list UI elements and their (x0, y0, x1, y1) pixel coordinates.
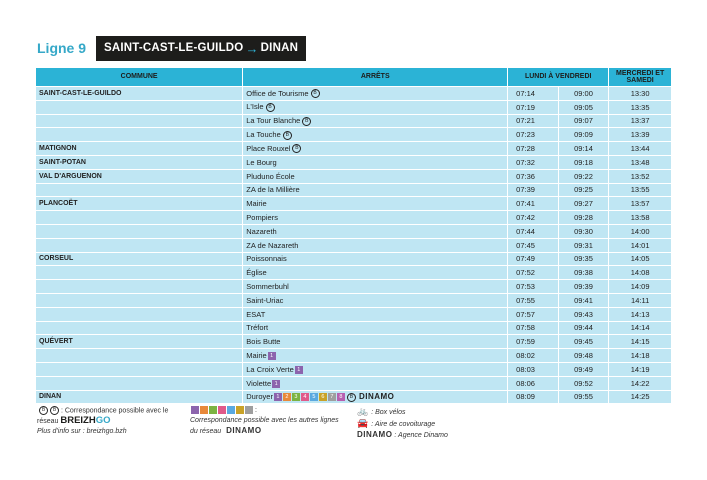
legend-agence: : Agence Dinamo (394, 432, 448, 439)
stop-name: Violette (246, 378, 272, 388)
legend-badges-text: Correspondance possible avec les autres lignes du réseau (190, 417, 339, 435)
cell-time: 07:55 (508, 293, 559, 307)
stop-name: Bois Butte (246, 337, 281, 347)
stop-name: Office de Tourisme (246, 88, 309, 98)
cell-time: 09:07 (558, 114, 609, 128)
cell-commune: MATIGNON (36, 142, 243, 156)
line-badges (190, 407, 253, 414)
cell-time: 13:58 (609, 211, 672, 225)
table-row (36, 293, 672, 307)
cell-time: 09:35 (558, 252, 609, 266)
cell-time: 14:14 (609, 321, 672, 335)
cell-arret (243, 376, 508, 390)
cell-commune: SAINT-CAST-LE-GUILDO (36, 87, 243, 101)
cell-time: 09:49 (558, 362, 609, 376)
header-commune: COMMUNE (36, 68, 243, 87)
cell-time: 08:09 (508, 390, 559, 404)
cell-time: 09:43 (558, 307, 609, 321)
table-row (36, 224, 672, 238)
stop-name: La Tour Blanche (246, 116, 301, 126)
cell-time: 07:49 (508, 252, 559, 266)
bike-box-icon: 🚲 (357, 406, 369, 416)
cell-arret (243, 114, 508, 128)
table-row (36, 238, 672, 252)
cell-time: 07:36 (508, 169, 559, 183)
stop-name: ESAT (246, 309, 266, 319)
cell-time: 09:30 (558, 224, 609, 238)
cell-commune (36, 376, 243, 390)
breizhgo-logo (60, 415, 110, 426)
cell-arret (243, 362, 508, 376)
stop-name: Pompiers (246, 213, 278, 223)
line-badge: 3 (292, 393, 300, 401)
cell-time: 09:27 (558, 197, 609, 211)
dinamo-logo: DINAMO (357, 430, 393, 439)
cell-time: 09:45 (558, 335, 609, 349)
cell-arret (243, 280, 508, 294)
table-header-row (36, 68, 672, 87)
cell-time: 07:19 (508, 100, 559, 114)
cell-time: 07:44 (508, 224, 559, 238)
breizh-word: BREIZH (60, 415, 96, 427)
stop-name: La Touche (246, 130, 281, 140)
cell-commune (36, 362, 243, 376)
cell-time: 07:59 (508, 335, 559, 349)
line-badge (200, 406, 208, 414)
cell-commune: PLANCOËT (36, 197, 243, 211)
line-badge: 1 (272, 380, 280, 388)
cell-time: 09:52 (558, 376, 609, 390)
correspondence-icon: B (39, 406, 48, 415)
cell-time: 08:06 (508, 376, 559, 390)
line-badge: 1 (274, 393, 282, 401)
line-badge (227, 406, 235, 414)
header-arrets: ARRÊTS (243, 68, 508, 87)
dinamo-logo: DINAMO (226, 426, 262, 435)
line-badge (236, 406, 244, 414)
cell-time: 09:39 (558, 280, 609, 294)
correspondence-icon: B (283, 131, 292, 140)
cell-commune: CORSEUL (36, 252, 243, 266)
legend-lines: : Correspondance possible avec les autres lignes du réseau DINAMO (190, 407, 339, 435)
cell-time: 14:00 (609, 224, 672, 238)
line-badge: 4 (301, 393, 309, 401)
cell-arret (243, 100, 508, 114)
cell-time: 13:39 (609, 128, 672, 142)
cell-time: 14:05 (609, 252, 672, 266)
table-row (36, 169, 672, 183)
cell-time: 09:05 (558, 100, 609, 114)
cell-time: 13:44 (609, 142, 672, 156)
line-badge: 2 (283, 393, 291, 401)
table-row (36, 321, 672, 335)
correspondence-icon: B (302, 117, 311, 126)
cell-time: 09:38 (558, 266, 609, 280)
table-row (36, 87, 672, 101)
stop-name: La Croix Verte (246, 364, 294, 374)
stop-name: Mairie (246, 351, 267, 361)
cell-arret (243, 197, 508, 211)
table-row (36, 266, 672, 280)
line-badge: 6 (319, 393, 327, 401)
table-row (36, 155, 672, 169)
cell-arret (243, 87, 508, 101)
cell-commune (36, 100, 243, 114)
cell-time: 09:41 (558, 293, 609, 307)
cell-arret (243, 335, 508, 349)
cell-commune (36, 224, 243, 238)
cell-time: 13:48 (609, 155, 672, 169)
cell-time: 13:57 (609, 197, 672, 211)
table-row (36, 211, 672, 225)
cell-time: 07:14 (508, 87, 559, 101)
stop-name: Place Rouxel (246, 143, 291, 153)
cell-time: 14:01 (609, 238, 672, 252)
cell-time: 07:42 (508, 211, 559, 225)
cell-time: 13:52 (609, 169, 672, 183)
cell-time: 07:45 (508, 238, 559, 252)
arrow-icon: → (245, 40, 259, 56)
legend-corr-text: : Correspondance possible avec le réseau (37, 407, 169, 426)
cell-time: 14:18 (609, 349, 672, 363)
cell-time: 07:39 (508, 183, 559, 197)
cell-time: 07:21 (508, 114, 559, 128)
route-banner (96, 36, 306, 61)
cell-time: 13:55 (609, 183, 672, 197)
stop-name: ZA de la Millière (246, 185, 300, 195)
correspondence-icon: B (266, 103, 275, 112)
cell-time: 09:28 (558, 211, 609, 225)
cell-commune (36, 266, 243, 280)
table-row (36, 390, 672, 404)
cell-time: 07:41 (508, 197, 559, 211)
cell-commune (36, 307, 243, 321)
line-badge: 7 (328, 393, 336, 401)
cell-time: 07:32 (508, 155, 559, 169)
stop-name: Saint-Uriac (246, 295, 284, 305)
line-badge: 1 (295, 366, 303, 374)
cell-time: 09:18 (558, 155, 609, 169)
destination-label: DINAN (260, 42, 299, 54)
header-lundi-vendredi: LUNDI À VENDREDI (508, 68, 609, 87)
dinamo-logo: DINAMO (358, 392, 395, 402)
correspondence-icon: B (311, 89, 320, 98)
cell-time: 09:22 (558, 169, 609, 183)
cell-commune: VAL D'ARGUENON (36, 169, 243, 183)
cell-time: 07:57 (508, 307, 559, 321)
cell-commune (36, 280, 243, 294)
table-row (36, 335, 672, 349)
table-row (36, 183, 672, 197)
table-row (36, 128, 672, 142)
line-badge (209, 406, 217, 414)
cell-commune: DINAN (36, 390, 243, 404)
cell-time: 09:48 (558, 349, 609, 363)
cell-time: 09:14 (558, 142, 609, 156)
cell-time: 14:22 (609, 376, 672, 390)
cell-time: 14:19 (609, 362, 672, 376)
correspondence-icon: B (347, 393, 356, 402)
stop-name: Pluduno École (246, 171, 295, 181)
stop-name: Le Bourg (246, 157, 277, 167)
stop-name: Tréfort (246, 323, 269, 333)
cell-arret (243, 128, 508, 142)
cell-time: 09:44 (558, 321, 609, 335)
table-row (36, 142, 672, 156)
cell-arret (243, 390, 508, 404)
carpool-icon: 🚘 (357, 418, 369, 428)
stop-name: Duroyer (246, 392, 273, 402)
cell-time: 14:25 (609, 390, 672, 404)
cell-commune (36, 211, 243, 225)
cell-arret (243, 183, 508, 197)
cell-arret (243, 142, 508, 156)
stop-name: ZA de Nazareth (246, 240, 299, 250)
legend-breizhgo (37, 406, 187, 437)
table-row (36, 252, 672, 266)
cell-arret (243, 252, 508, 266)
cell-time: 14:13 (609, 307, 672, 321)
cell-time: 07:23 (508, 128, 559, 142)
cell-time: 07:28 (508, 142, 559, 156)
cell-commune: SAINT-POTAN (36, 155, 243, 169)
cell-time: 09:09 (558, 128, 609, 142)
line-badge (218, 406, 226, 414)
table-row (36, 307, 672, 321)
legend-box-velos: : Box vélos (371, 409, 406, 416)
cell-time: 13:30 (609, 87, 672, 101)
cell-time: 09:00 (558, 87, 609, 101)
correspondence-icon: B (292, 144, 301, 153)
title-bar (37, 36, 306, 60)
cell-time: 14:08 (609, 266, 672, 280)
origin-label: SAINT-CAST-LE-GUILDO (104, 42, 244, 54)
line-label: Ligne 9 (37, 40, 87, 56)
table-row (36, 376, 672, 390)
table-row (36, 349, 672, 363)
timetable (35, 67, 672, 404)
stop-name: Église (246, 268, 267, 278)
cell-time: 08:02 (508, 349, 559, 363)
cell-commune: QUÉVERT (36, 335, 243, 349)
legend-services (357, 406, 537, 441)
cell-commune (36, 128, 243, 142)
line-badge (245, 406, 253, 414)
line-badge: 5 (310, 393, 318, 401)
stop-name: Poissonnais (246, 254, 287, 264)
cell-time: 07:58 (508, 321, 559, 335)
cell-time: 08:03 (508, 362, 559, 376)
line-badge (191, 406, 199, 414)
cell-arret (243, 224, 508, 238)
line-badge: 1 (268, 352, 276, 360)
stop-name: L'Isle (246, 102, 264, 112)
cell-commune (36, 321, 243, 335)
stop-name: Nazareth (246, 226, 277, 236)
cell-arret (243, 293, 508, 307)
cell-arret (243, 211, 508, 225)
cell-arret (243, 155, 508, 169)
cell-arret (243, 266, 508, 280)
cell-commune (36, 183, 243, 197)
cell-time: 13:35 (609, 100, 672, 114)
table-row (36, 114, 672, 128)
cell-arret (243, 321, 508, 335)
cell-commune (36, 114, 243, 128)
cell-commune (36, 293, 243, 307)
go-word: GO (95, 415, 111, 427)
cell-time: 09:25 (558, 183, 609, 197)
table-row (36, 100, 672, 114)
table-row (36, 280, 672, 294)
stop-name: Sommerbuhl (246, 282, 289, 292)
cell-arret (243, 349, 508, 363)
cell-time: 14:15 (609, 335, 672, 349)
cell-arret (243, 238, 508, 252)
correspondence-icon: B (50, 406, 59, 415)
legend-plus-info: Plus d'info sur : breizhgo.bzh (37, 428, 127, 436)
cell-time: 07:53 (508, 280, 559, 294)
stop-name: Mairie (246, 199, 267, 209)
header-mercredi-samedi: MERCREDI ET SAMEDI (609, 68, 672, 87)
cell-time: 14:11 (609, 293, 672, 307)
cell-time: 07:52 (508, 266, 559, 280)
cell-time: 09:55 (558, 390, 609, 404)
line-badge: 8 (337, 393, 345, 401)
cell-time: 13:37 (609, 114, 672, 128)
cell-time: 14:09 (609, 280, 672, 294)
table-row (36, 362, 672, 376)
cell-commune (36, 349, 243, 363)
cell-commune (36, 238, 243, 252)
cell-time: 09:31 (558, 238, 609, 252)
table-row (36, 197, 672, 211)
cell-arret (243, 169, 508, 183)
cell-arret (243, 307, 508, 321)
legend-covoit: : Aire de covoiturage (371, 421, 436, 428)
